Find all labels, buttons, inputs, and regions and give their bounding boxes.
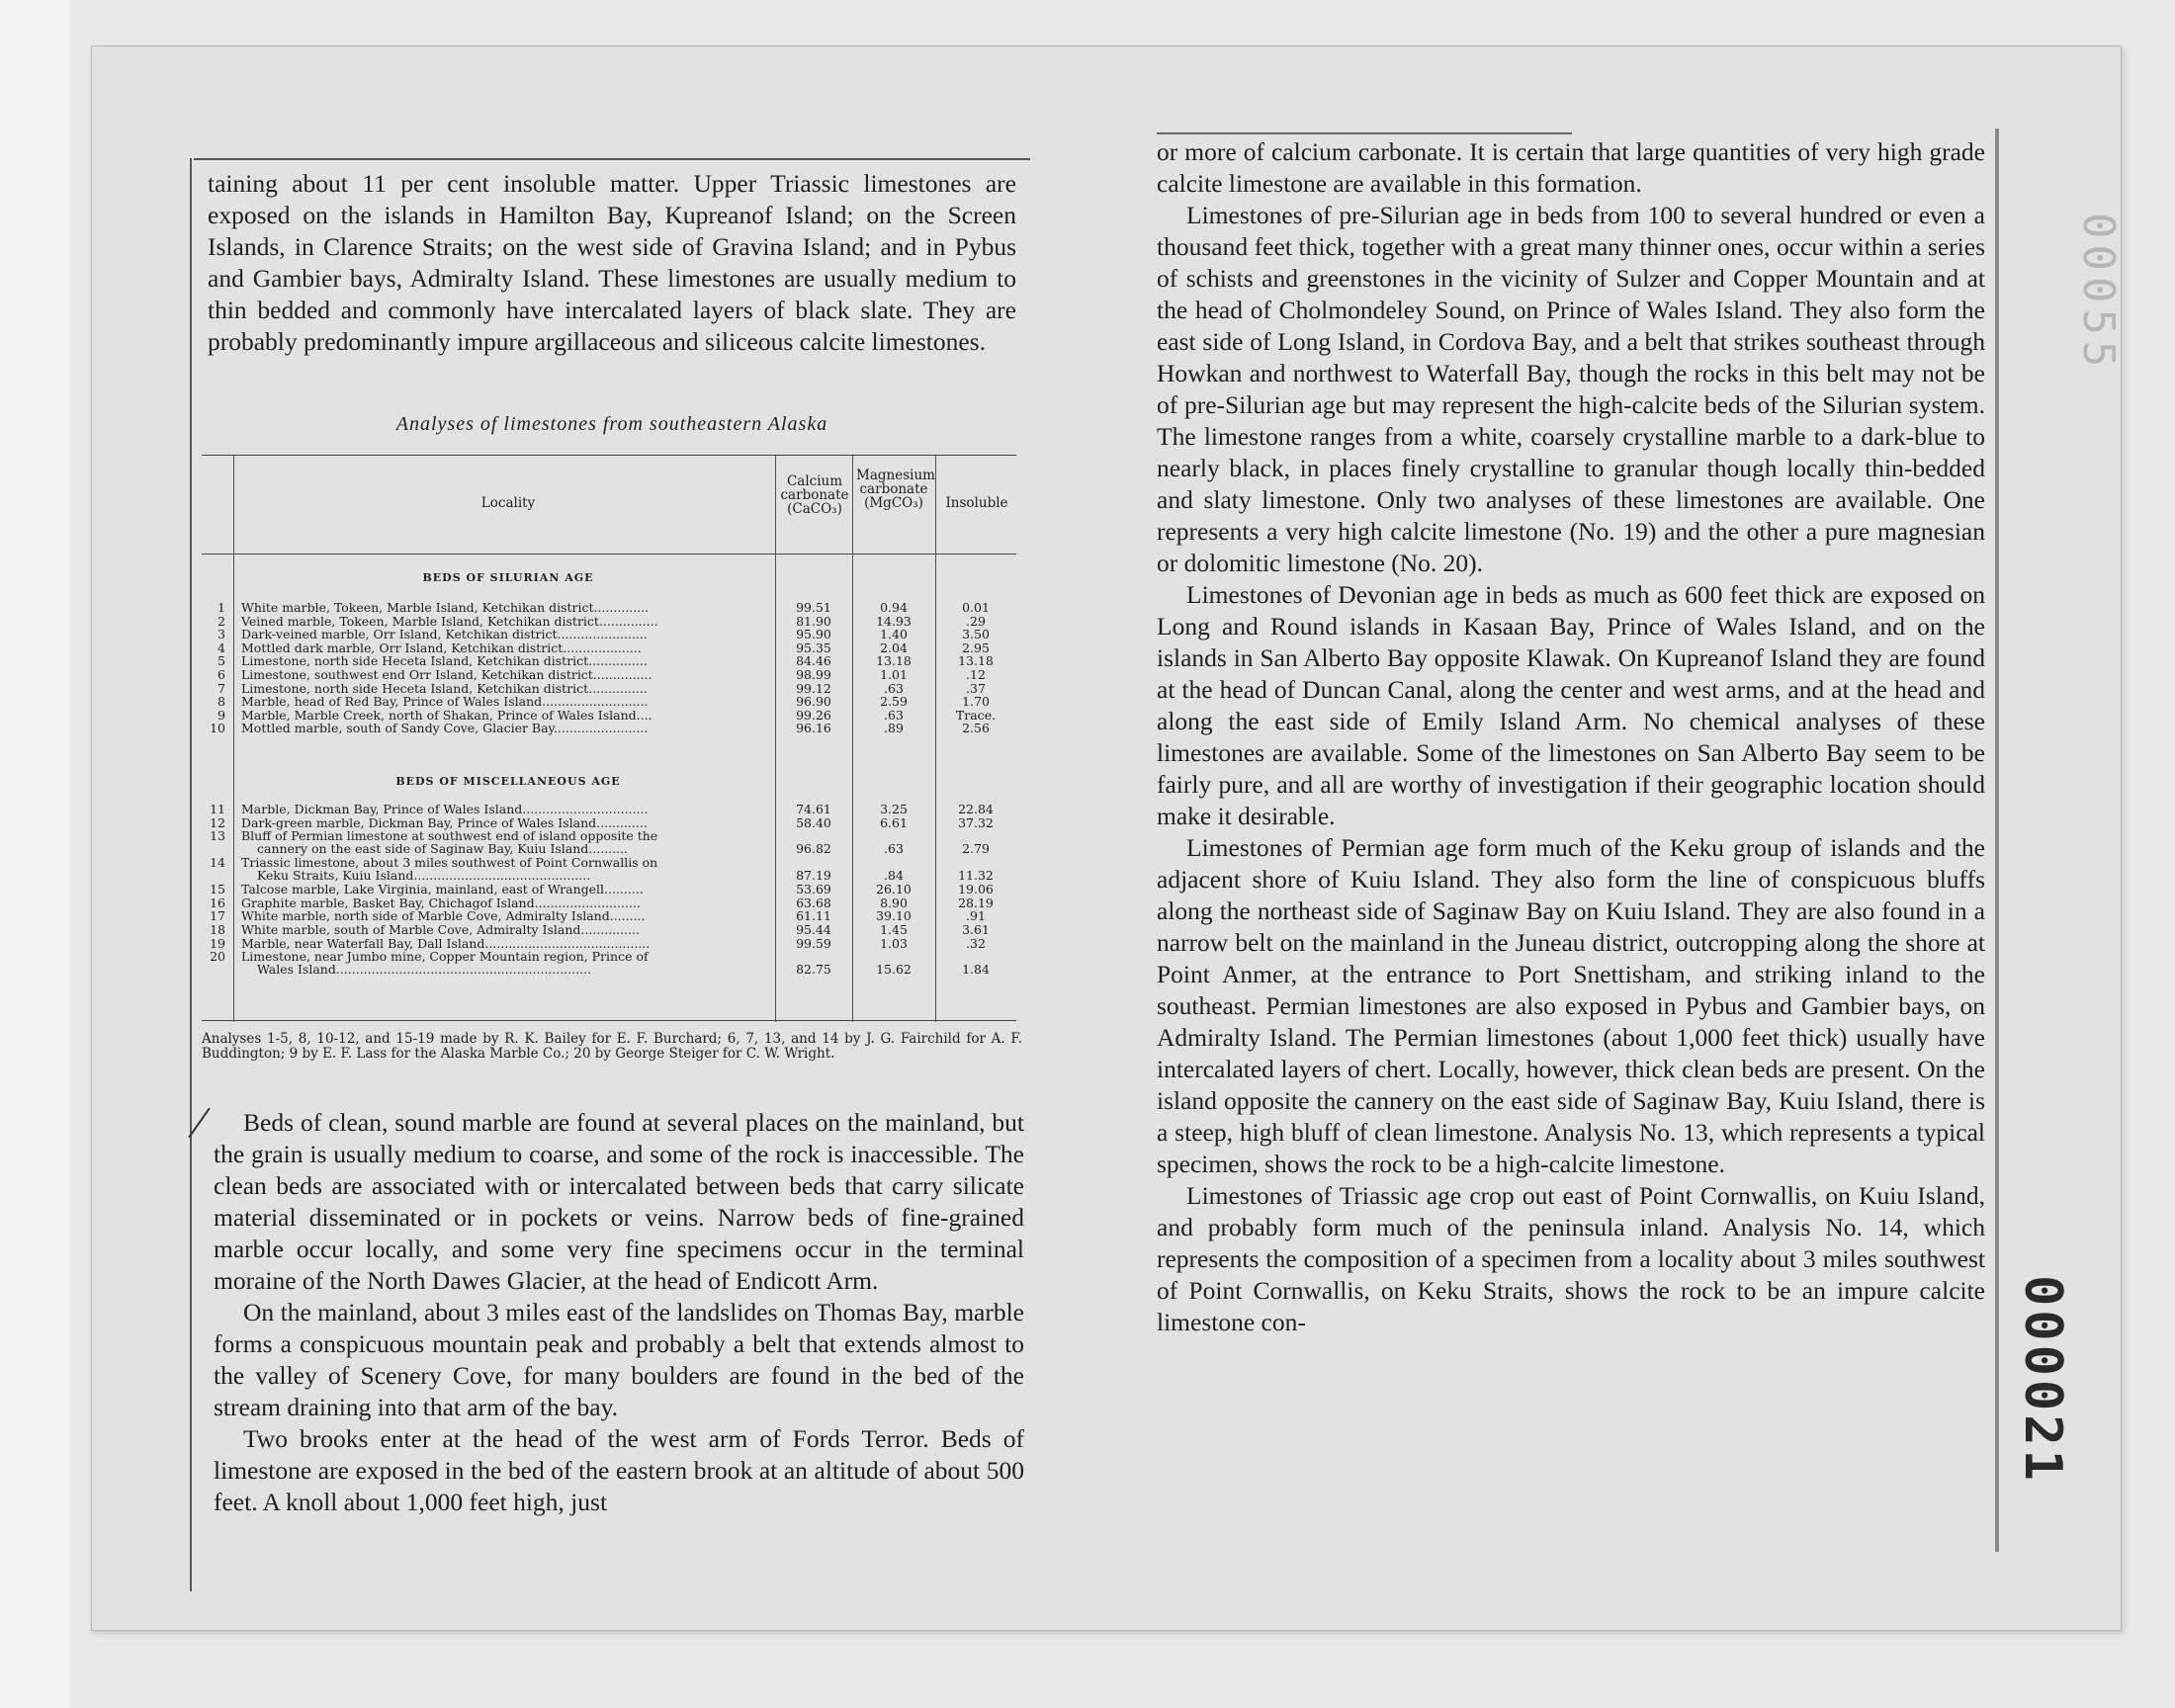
- row-insoluble: 1.84: [962, 962, 990, 978]
- row-locality: Marble, Marble Creek, north of Shakan, Prince of Wales Island....: [241, 708, 652, 723]
- row-calcium: 95.35: [796, 640, 831, 655]
- row-insoluble: .12: [966, 667, 986, 682]
- row-locality: Talcose marble, Lake Virginia, mainland, east of Wrangell..........: [241, 883, 644, 897]
- scan-edge: [0, 0, 69, 1708]
- row-insoluble: 3.50: [962, 627, 990, 642]
- row-locality: Marble, Dickman Bay, Prince of Wales Island................................: [241, 803, 649, 816]
- row-magnesium: .84: [884, 868, 904, 884]
- paragraph-triassic-intro: taining about 11 per cent insoluble matter. Upper Triassic limestones are exposed on the islands in Hamilton Bay, Kupreanof Island; on the Screen Islands, in Clarence Straits; on the west side of Gravina Island; and in Pybus and Gambier bays, Admiralty Island. These limestones are usually medium to thin bedded and commonly have intercalated layers of black slate. They are probably predominantly impure argillaceous and siliceous calcite limestones.: [208, 169, 1016, 356]
- row-calcium: 95.90: [796, 627, 831, 642]
- row-calcium: 81.90: [796, 613, 831, 629]
- row-insoluble: 19.06: [958, 882, 994, 897]
- right-body-text: [1157, 136, 1985, 1338]
- row-magnesium: 6.61: [880, 814, 908, 830]
- table-header-rule: [202, 554, 1016, 555]
- row-locality: Mottled dark marble, Orr Island, Ketchikan district....................: [241, 640, 642, 655]
- row-number: 20: [210, 949, 225, 965]
- page-stamp-number: 000021: [2013, 1275, 2072, 1485]
- row-insoluble: 2.95: [962, 640, 990, 655]
- row-number: 10: [210, 721, 225, 736]
- row-magnesium: 1.01: [880, 667, 908, 682]
- paragraph-permian: Limestones of Permian age form much of the Keku group of islands and the adjacent shore of Kuiu Island. They also form the line of conspicuous bluffs along the northeast side of Saginaw Bay on Kuiu Island. They are also found in a narrow belt on the mainland in the Juneau district, outcropping along the shore at Point Anmer, at the entrance to Port Snettisham, and striking inland to the southeast. Permian limestones are also exposed in Pybus and Gambier bays, on Admiralty Island. The Permian limestones (about 1,000 feet thick) usually have intercalated layers of chert. Locally, however, thick clean beds are present. On the island opposite the cannery on the east side of Saginaw Bay, Kuiu Island, there is a steep, high bluff of clean limestone. Analysis No. 13, which represents a typical specimen, shows the rock to be a high-calcite limestone.: [1157, 833, 1985, 1178]
- column-header-calcium: Calcium carbonate (CaCO₃): [780, 473, 849, 517]
- column-header-insoluble: Insoluble: [945, 495, 1008, 511]
- row-number: 1: [218, 600, 225, 615]
- row-locality: Marble, head of Red Bay, Prince of Wales Island...........................: [241, 695, 649, 710]
- paragraph-pre-silurian: Limestones of pre-Silurian age in beds from 100 to several hundred or even a thousand feet thick, together with a great many thinner ones, occur within a series of schists and greenstones in the vicinity of Sulzer and Copper Mountain and at the head of Cholmondeley Sound, on Prince of Wales Island. They also form the east side of Long Island, in Cordova Bay, and a belt that strikes southeast through Howkan and northwest to Waterfall Bay, though the rocks in this belt may not be of pre-Silurian age but may represent the high-calcite beds of the Silurian system. The limestone ranges from a white, coarsely crystalline marble to a dark-blue to nearly black, in places finely crystalline to granular though locally thin-bedded and slaty limestone. Only two analyses of these limestones are available. One represents a very high calcite limestone (No. 19) and the other a pure magnesian or dolomitic limestone (No. 20).: [1157, 201, 1985, 577]
- row-magnesium: 1.45: [880, 922, 908, 937]
- row-insoluble: .91: [966, 908, 986, 924]
- row-calcium: 96.82: [796, 841, 831, 857]
- row-calcium: 61.11: [796, 908, 831, 924]
- row-locality: Limestone, north side Heceta Island, Ketchikan district...............: [241, 681, 648, 696]
- row-locality: Dark-veined marble, Orr Island, Ketchikan district.......................: [241, 628, 648, 642]
- row-locality: Bluff of Permian limestone at southwest end of island opposite the: [241, 829, 658, 844]
- row-locality: Limestone, near Jumbo mine, Copper Mountain region, Prince of: [241, 950, 649, 965]
- paragraph-thomas-bay: On the mainland, about 3 miles east of the landslides on Thomas Bay, marble forms a conspicuous mountain peak and probably a belt that extends almost to the valley of Scenery Cove, for many boulders are found in the bed of the stream draining into that arm of the bay.: [214, 1298, 1024, 1421]
- row-insoluble: 28.19: [958, 895, 994, 910]
- row-insoluble: .29: [966, 613, 986, 629]
- row-number: 13: [210, 828, 225, 844]
- row-magnesium: 1.40: [880, 627, 908, 642]
- side-rule: [190, 158, 192, 1591]
- table-divider: [935, 455, 936, 1022]
- paragraph-triassic: Limestones of Triassic age crop out east of Point Cornwallis, on Kuiu Island, and probably form much of the peninsula inland. Analysis No. 14, which represents the composition of a specimen from a locality about 3 miles southwest of Point Cornwallis, on Keku Straits, shows the rock to be an impure calcite limestone con-: [1157, 1181, 1985, 1336]
- paragraph-calcium-continuation: or more of calcium carbonate. It is certain that large quantities of very high grade calcite limestone are available in this formation.: [1157, 137, 1985, 198]
- column-header-magnesium: Magnesium carbonate (MgCO₃): [856, 468, 935, 511]
- row-number: 9: [218, 707, 225, 723]
- left-column: [194, 158, 1030, 1591]
- table-divider: [233, 455, 234, 1022]
- row-locality-continued: Keku Straits, Kuiu Island.............................................: [257, 869, 591, 884]
- row-locality: Limestone, north side Heceta Island, Ketchikan district...............: [241, 654, 648, 669]
- row-insoluble: .37: [966, 680, 986, 696]
- side-rule: [1995, 128, 1999, 1552]
- row-magnesium: 39.10: [876, 908, 912, 924]
- row-number: 14: [210, 855, 225, 871]
- table-divider: [852, 455, 853, 1022]
- row-magnesium: 0.94: [880, 600, 908, 615]
- section-heading-silurian: BEDS OF SILURIAN AGE: [422, 571, 594, 584]
- row-calcium: 63.68: [796, 895, 831, 910]
- row-calcium: 87.19: [796, 868, 831, 884]
- row-calcium: 99.59: [796, 935, 831, 951]
- row-number: 11: [210, 802, 225, 816]
- row-locality: White marble, south of Marble Cove, Admiralty Island...............: [241, 923, 640, 937]
- row-magnesium: 3.25: [880, 802, 908, 816]
- row-insoluble: .32: [966, 935, 986, 951]
- row-magnesium: 13.18: [876, 653, 912, 669]
- row-locality: Graphite marble, Basket Bay, Chichagof Island...........................: [241, 896, 641, 910]
- row-number: 5: [218, 653, 225, 669]
- row-calcium: 74.61: [796, 802, 831, 816]
- paragraph-clean-marble: Beds of clean, sound marble are found at several places on the mainland, but the grain is usually medium to coarse, and some of the rock is inaccessible. The clean beds are associated with or intercalated between beds that carry silicate material disseminated or in pockets or veins. Narrow beds of fine-grained marble occur locally, and some very fine specimens occur in the terminal moraine of the North Dawes Glacier, at the head of Endicott Arm.: [214, 1108, 1024, 1295]
- row-calcium: 96.90: [796, 694, 831, 710]
- row-calcium: 95.44: [796, 922, 831, 937]
- row-number: 3: [218, 627, 225, 642]
- row-number: 8: [218, 694, 225, 710]
- row-calcium: 58.40: [796, 814, 831, 830]
- row-magnesium: 14.93: [876, 613, 912, 629]
- row-locality: Triassic limestone, about 3 miles southwest of Point Cornwallis on: [241, 856, 658, 871]
- row-number: 18: [210, 922, 225, 937]
- row-magnesium: .63: [884, 707, 904, 723]
- column-header-locality: Locality: [480, 495, 536, 511]
- table-divider: [775, 455, 776, 1022]
- row-magnesium: 15.62: [876, 962, 912, 978]
- row-locality: Marble, near Waterfall Bay, Dall Island..........................................: [241, 936, 651, 951]
- row-insoluble: 1.70: [962, 694, 990, 710]
- row-number: 16: [210, 895, 225, 910]
- row-insoluble: 2.56: [962, 721, 990, 736]
- top-rule: [1157, 132, 1572, 134]
- row-magnesium: 1.03: [880, 935, 908, 951]
- row-insoluble: 3.61: [962, 922, 990, 937]
- row-number: 7: [218, 680, 225, 696]
- row-magnesium: .63: [884, 841, 904, 857]
- table-top-rule: [202, 455, 1016, 456]
- row-number: 6: [218, 667, 225, 682]
- top-rule: [194, 158, 1030, 160]
- row-magnesium: .63: [884, 680, 904, 696]
- row-locality-continued: cannery on the east side of Saginaw Bay, Kuiu Island..........: [257, 842, 629, 857]
- row-magnesium: 8.90: [880, 895, 908, 910]
- row-magnesium: 2.59: [880, 694, 908, 710]
- faint-stamp-number: 00055: [2073, 213, 2124, 374]
- row-locality: Dark-green marble, Dickman Bay, Prince of Wales Island.............: [241, 815, 648, 830]
- row-insoluble: 0.01: [962, 600, 990, 615]
- row-calcium: 53.69: [796, 882, 831, 897]
- row-locality: Mottled marble, south of Sandy Cove, Glacier Bay........................: [241, 722, 649, 736]
- row-number: 2: [218, 613, 225, 629]
- row-locality: Veined marble, Tokeen, Marble Island, Ketchikan district...............: [241, 614, 658, 629]
- row-locality: White marble, Tokeen, Marble Island, Ketchikan district..............: [241, 601, 650, 615]
- left-body-text: [214, 1107, 1024, 1518]
- row-magnesium: 26.10: [876, 882, 912, 897]
- analyses-table: [202, 455, 1016, 1022]
- table-bottom-rule: [202, 1020, 1016, 1021]
- row-calcium: 99.26: [796, 707, 831, 723]
- row-calcium: 84.46: [796, 653, 831, 669]
- row-number: 4: [218, 640, 225, 655]
- table-footnote: Analyses 1-5, 8, 10-12, and 15-19 made by R. K. Bailey for E. F. Burchard; 6, 7, 13, and 14 by J. G. Fairchild for A. F. Buddington; 9 by E. F. Lass for the Alaska Marble Co.; 20 by George Steiger for C. W. Wright.: [202, 1031, 1022, 1062]
- row-magnesium: 2.04: [880, 640, 908, 655]
- section-heading-miscellaneous: BEDS OF MISCELLANEOUS AGE: [395, 775, 621, 788]
- table-title: Analyses of limestones from southeastern Alaska: [395, 413, 828, 435]
- paragraph-fords-terror: Two brooks enter at the head of the west arm of Fords Terror. Beds of limestone are exposed in the bed of the eastern brook at an altitude of about 500 feet. A knoll about 1,000 feet high, just: [214, 1424, 1024, 1516]
- row-locality: White marble, north side of Marble Cove, Admiralty Island.........: [241, 909, 646, 924]
- row-magnesium: .89: [884, 721, 904, 736]
- row-insoluble: 13.18: [958, 653, 994, 669]
- row-insoluble: 37.32: [958, 814, 994, 830]
- right-column: [1157, 128, 1985, 1572]
- row-insoluble: 22.84: [958, 802, 994, 816]
- row-insoluble: 11.32: [958, 868, 994, 884]
- row-calcium: 82.75: [796, 962, 831, 978]
- row-locality: Limestone, southwest end Orr Island, Ketchikan district...............: [241, 668, 652, 682]
- paragraph-devonian: Limestones of Devonian age in beds as much as 600 feet thick are exposed on Long and Round islands in Kasaan Bay, Prince of Wales Island, and on the islands in San Alberto Bay opposite Klawak. On Kupreanof Island they are found at the head of Duncan Canal, along the center and west arms, and at the head and along the east side of Emily Island Arm. No chemical analyses of these limestones are available. Some of the limestones on San Alberto Bay seem to be fairly pure, and all are worthy of investigation if their geographic location should make it desirable.: [1157, 580, 1985, 830]
- row-calcium: 99.51: [796, 600, 831, 615]
- row-calcium: 96.16: [796, 721, 831, 736]
- row-number: 19: [210, 935, 225, 951]
- row-insoluble: Trace.: [955, 707, 997, 723]
- row-number: 17: [210, 908, 225, 924]
- row-locality-continued: Wales Island.................................................................: [257, 963, 592, 978]
- row-calcium: 99.12: [796, 680, 831, 696]
- row-number: 12: [210, 814, 225, 830]
- row-calcium: 98.99: [796, 667, 831, 682]
- row-number: 15: [210, 882, 225, 897]
- row-insoluble: 2.79: [962, 841, 990, 857]
